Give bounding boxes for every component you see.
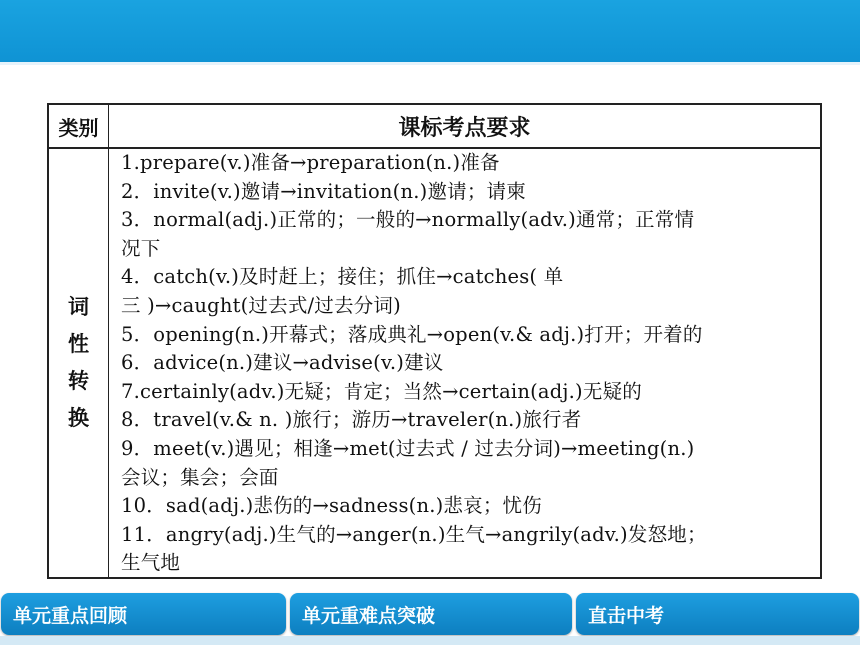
content-line: 11．angry(adj.)生气的→anger(n.)生气→angrily(adv.)发怒地； bbox=[121, 522, 707, 546]
content-line: 5．opening(n.)开幕式；落成典礼→open(v.& adj.)打开；开着的 bbox=[121, 322, 703, 346]
header-category: 类别 bbox=[58, 115, 99, 140]
content-line: 三 )→caught(过去式/过去分词) bbox=[121, 293, 401, 317]
category-char: 性 bbox=[68, 332, 89, 356]
content-line: 2．invite(v.)邀请→invitation(n.)邀请；请柬 bbox=[121, 179, 526, 203]
content-line: 4．catch(v.)及时赶上；接住；抓住→catches( 单 bbox=[121, 265, 564, 289]
content-line: 会议；集会；会面 bbox=[121, 465, 279, 489]
content-line: 7.certainly(adv.)无疑；肯定；当然→certain(adj.)无疑的 bbox=[121, 379, 642, 403]
content-line: 8．travel(v.& n. )旅行；游历→traveler(n.)旅行者 bbox=[121, 408, 582, 432]
content-line: 6．advice(n.)建议→advise(v.)建议 bbox=[121, 351, 444, 375]
nav-unit-review-label: 单元重点回顾 bbox=[13, 604, 128, 627]
category-cell bbox=[49, 149, 108, 577]
content-line: 3．normal(adj.)正常的；一般的→normally(adv.)通常；正常情 bbox=[121, 208, 695, 232]
content-line: 10．sad(adj.)悲伤的→sadness(n.)悲哀；忧伤 bbox=[121, 494, 542, 518]
content-line: 1.prepare(v.)准备→preparation(n.)准备 bbox=[121, 151, 500, 174]
requirement-cell bbox=[121, 149, 812, 578]
column-divider bbox=[108, 105, 109, 577]
footer-strip bbox=[0, 636, 860, 645]
nav-exam-button[interactable] bbox=[576, 593, 859, 635]
category-char: 换 bbox=[68, 406, 89, 430]
nav-key-points-button[interactable] bbox=[290, 593, 572, 635]
header-band bbox=[0, 0, 860, 62]
header-requirement: 课标考点要求 bbox=[398, 115, 531, 141]
nav-exam-label: 直击中考 bbox=[588, 604, 665, 627]
category-char: 转 bbox=[68, 369, 89, 393]
nav-unit-review-button[interactable] bbox=[1, 593, 286, 635]
vocabulary-table bbox=[47, 103, 822, 579]
category-char: 词 bbox=[68, 295, 89, 319]
content-line: 9．meet(v.)遇见；相逢→met(过去式 / 过去分词)→meeting(n.) bbox=[121, 436, 695, 460]
header-divider bbox=[0, 62, 860, 65]
content-line: 生气地 bbox=[121, 551, 181, 575]
content-line: 况下 bbox=[121, 236, 161, 260]
nav-key-points-label: 单元重难点突破 bbox=[302, 604, 436, 627]
